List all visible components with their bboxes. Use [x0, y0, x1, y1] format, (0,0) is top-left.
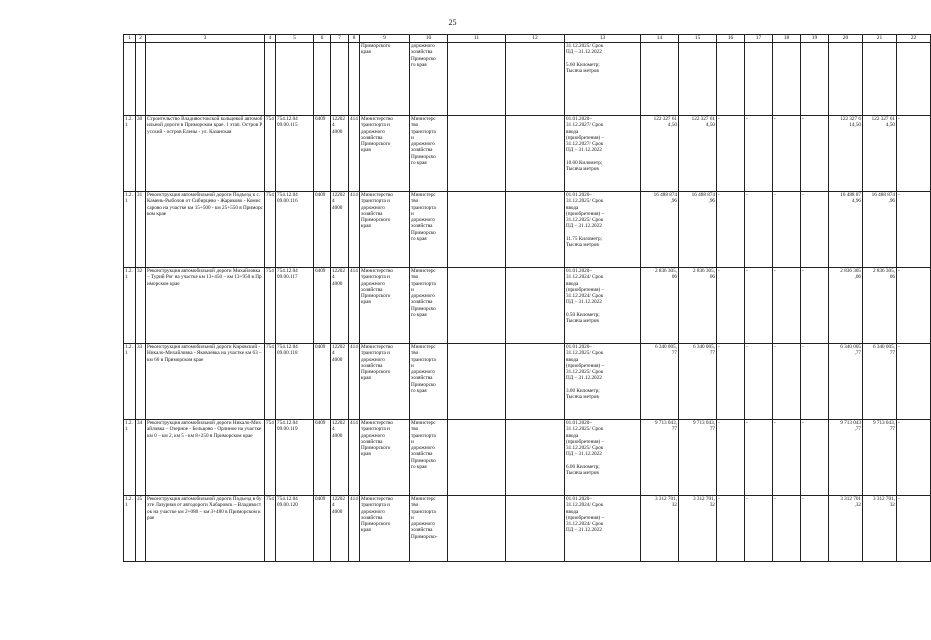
column-header-2: 2 [136, 35, 146, 43]
cell-col-16: - [717, 496, 745, 562]
cell-col-2: 32 [136, 268, 146, 344]
cell-col-9: Министерство транспорта и дорожного хозяйства Приморского края [360, 268, 410, 344]
cell-col-12 [506, 496, 565, 562]
column-header-12: 12 [506, 35, 565, 43]
cell-col-4 [265, 43, 276, 116]
cell-col-4: 754 [265, 192, 276, 268]
column-header-9: 9 [360, 35, 410, 43]
cell-col-7 [331, 43, 349, 116]
cell-col-13: 01.01.2020– 31.12.2025/ Срок ввода (приобретения) – 31.12.2025/ Срок ПД – 31.12.2022 11.75 Километр; Тысяча метров [565, 192, 641, 268]
cell-col-3: Строительство Владивостокской кольцевой автомобильной дороги в Приморском крае. 1 этап. Остров Русский - остров Елены - ул. Казанская [146, 116, 265, 192]
cell-col-16 [717, 43, 745, 116]
cell-col-4: 754 [265, 496, 276, 562]
cell-col-7: 122024 4000 [331, 192, 349, 268]
cell-col-18: - [773, 268, 801, 344]
budget-table [123, 34, 931, 562]
cell-col-22: - [897, 344, 931, 420]
cell-col-15 [679, 43, 717, 116]
table-row [124, 268, 931, 344]
cell-col-20: 122 327 6 14,50 [829, 116, 863, 192]
cell-col-10: Министерс тво транспорта и дорожного хозяйства Приморско го края [410, 420, 448, 496]
cell-col-11 [448, 268, 506, 344]
table-row [124, 116, 931, 192]
cell-col-4: 754 [265, 420, 276, 496]
cell-col-6: 0409 [314, 268, 331, 344]
cell-col-20: 16 488 87 4,96 [829, 192, 863, 268]
column-header-5: 5 [276, 35, 314, 43]
cell-col-12 [506, 268, 565, 344]
cell-col-5: 754.12.04 09.00.120 [276, 496, 314, 562]
cell-col-8: 414 [349, 116, 360, 192]
cell-col-8: 414 [349, 344, 360, 420]
cell-col-11 [448, 496, 506, 562]
cell-col-21: 122 327 61 4,50 [863, 116, 897, 192]
cell-col-8 [349, 43, 360, 116]
cell-col-20: 3 312 701 ,32 [829, 496, 863, 562]
cell-col-7: 122024 4000 [331, 420, 349, 496]
table-row [124, 420, 931, 496]
column-header-22: 22 [897, 35, 931, 43]
cell-col-13: 01.01.2020– 31.12.2024/ Срок ввода (приобретения) – 31.12.2024/ Срок ПД – 31.12.2022 [565, 496, 641, 562]
cell-col-11 [448, 420, 506, 496]
cell-col-18: - [773, 496, 801, 562]
cell-col-11 [448, 192, 506, 268]
cell-col-16: - [717, 116, 745, 192]
cell-col-19: - [801, 116, 829, 192]
column-header-16: 16 [717, 35, 745, 43]
cell-col-17: - [745, 344, 773, 420]
cell-col-1: 1.2.1 [124, 268, 136, 344]
cell-col-15: 2 836 305, 06 [679, 268, 717, 344]
cell-col-21: 3 312 701, 32 [863, 496, 897, 562]
cell-col-17 [745, 43, 773, 116]
cell-col-1: 1.2.1 [124, 192, 136, 268]
column-header-18: 18 [773, 35, 801, 43]
cell-col-14 [641, 43, 679, 116]
cell-col-12 [506, 116, 565, 192]
column-header-1: 1 [124, 35, 136, 43]
cell-col-21: 6 340 005, 77 [863, 344, 897, 420]
cell-col-3: Реконструкция автомобильной дороги Михайловка – Турий Рог на участке км 13+450 – км 13+950 в Приморском крае [146, 268, 265, 344]
cell-col-5: 754.12.04 09.00.119 [276, 420, 314, 496]
cell-col-13: 01.01.2020– 31.12.2025/ Срок ввода (приобретения) – 31.12.2025/ Срок ПД – 31.12.2022 6.00 Километр; Тысяча метров [565, 420, 641, 496]
column-header-21: 21 [863, 35, 897, 43]
cell-col-1: 1.2.1 [124, 116, 136, 192]
cell-col-9: Министерство транспорта и дорожного хозяйства Приморского края [360, 116, 410, 192]
cell-col-10: дорожного хозяйства Приморско го края [410, 43, 448, 116]
cell-col-11 [448, 344, 506, 420]
cell-col-6: 0409 [314, 420, 331, 496]
column-header-6: 6 [314, 35, 331, 43]
table-row [124, 496, 931, 562]
cell-col-14: 16 488 874 ,96 [641, 192, 679, 268]
cell-col-15: 6 340 005, 77 [679, 344, 717, 420]
cell-col-5: 754.12.04 09.00.118 [276, 344, 314, 420]
cell-col-8: 414 [349, 420, 360, 496]
cell-col-16: - [717, 268, 745, 344]
cell-col-17: - [745, 116, 773, 192]
cell-col-17: - [745, 496, 773, 562]
cell-col-13: 01.01.2020– 31.12.2027/ Срок ввода (приобретения) – 31.12.2027/ Срок ПД – 31.12.2022 10.00 Километр; Тысяча метров [565, 116, 641, 192]
cell-col-15: 9 713 043, 77 [679, 420, 717, 496]
column-header-15: 15 [679, 35, 717, 43]
cell-col-13: 31.12.2025/ Срок ПД – 31.12.2022 5.60 Километр; Тысяча метров [565, 43, 641, 116]
cell-col-7: 122024 4000 [331, 268, 349, 344]
cell-col-9: Министерство транспорта и дорожного хозяйства Приморского края [360, 344, 410, 420]
cell-col-16: - [717, 420, 745, 496]
column-header-7: 7 [331, 35, 349, 43]
column-header-4: 4 [265, 35, 276, 43]
cell-col-14: 122 327 61 4,50 [641, 116, 679, 192]
cell-col-6: 0409 [314, 496, 331, 562]
cell-col-8: 414 [349, 268, 360, 344]
cell-col-21: 2 836 305, 06 [863, 268, 897, 344]
cell-col-5: 754.12.04 09.00.117 [276, 268, 314, 344]
cell-col-4: 754 [265, 268, 276, 344]
cell-col-6 [314, 43, 331, 116]
table-body [124, 43, 931, 562]
column-header-11: 11 [448, 35, 506, 43]
cell-col-3: Реконструкция автомобильной дороги Подъезд в бухте Лазурная от автодороги Хабаровск – Владивосток на участке км 2+080 – км 3+480 в Приморском крае [146, 496, 265, 562]
cell-col-1: 1.2.1 [124, 420, 136, 496]
cell-col-20: 9 713 043 ,77 [829, 420, 863, 496]
cell-col-1: 1.2.1 [124, 344, 136, 420]
cell-col-14: 3 312 701, 32 [641, 496, 679, 562]
cell-col-21: 16 488 874 ,96 [863, 192, 897, 268]
cell-col-12 [506, 420, 565, 496]
cell-col-15: 3 312 701, 32 [679, 496, 717, 562]
cell-col-6: 0409 [314, 192, 331, 268]
header-row [124, 35, 931, 43]
cell-col-21: 9 713 043, 77 [863, 420, 897, 496]
cell-col-4: 754 [265, 344, 276, 420]
cell-col-19: - [801, 268, 829, 344]
cell-col-10: Министерс тво транспорта и дорожного хозяйства Приморско- [410, 496, 448, 562]
cell-col-16: - [717, 192, 745, 268]
cell-col-17: - [745, 192, 773, 268]
table-row [124, 344, 931, 420]
column-header-10: 10 [410, 35, 448, 43]
column-header-14: 14 [641, 35, 679, 43]
cell-col-9: Министерство транспорта и дорожного хозяйства Приморского края [360, 192, 410, 268]
cell-col-7: 122024 4000 [331, 344, 349, 420]
cell-col-14: 9 713 043, 77 [641, 420, 679, 496]
cell-col-10: Министерс тво транспорта и дорожного хозяйства Приморско го края [410, 268, 448, 344]
cell-col-2 [136, 43, 146, 116]
cell-col-1: 1.2.1 [124, 496, 136, 562]
column-header-19: 19 [801, 35, 829, 43]
cell-col-15: 16 488 874 ,96 [679, 192, 717, 268]
cell-col-3: Реконструкция автомобильной дороги Подъезд к с. Камень-Рыболов от Сибирцево - Жариково - Комиссарово на участке км 15+500 - км 25+550 в Приморском крае [146, 192, 265, 268]
cell-col-10: Министерс тво транспорта и дорожного хозяйства Приморско го края [410, 344, 448, 420]
cell-col-5 [276, 43, 314, 116]
column-header-13: 13 [565, 35, 641, 43]
cell-col-9: Приморского края [360, 43, 410, 116]
cell-col-18 [773, 43, 801, 116]
cell-col-19 [801, 43, 829, 116]
column-header-8: 8 [349, 35, 360, 43]
cell-col-14: 6 340 005, 77 [641, 344, 679, 420]
cell-col-2: 33 [136, 344, 146, 420]
cell-col-11 [448, 116, 506, 192]
cell-col-17: - [745, 268, 773, 344]
cell-col-22 [897, 43, 931, 116]
cell-col-19: - [801, 192, 829, 268]
cell-col-2: 31 [136, 192, 146, 268]
cell-col-5: 754.12.04 09.00.116 [276, 192, 314, 268]
cell-col-20: 2 836 305 ,06 [829, 268, 863, 344]
cell-col-18: - [773, 116, 801, 192]
cell-col-12 [506, 43, 565, 116]
cell-col-13: 01.01.2020– 31.12.2024/ Срок ввода (приобретения) – 31.12.2024/ Срок ПД – 31.12.2022 0.50 Километр; Тысяча метров [565, 268, 641, 344]
cell-col-2: 35 [136, 496, 146, 562]
cell-col-21 [863, 43, 897, 116]
cell-col-10: Министерс тво транспорта и дорожного хозяйства Приморско го края [410, 192, 448, 268]
cell-col-6: 0409 [314, 344, 331, 420]
cell-col-2: 34 [136, 420, 146, 496]
cell-col-19: - [801, 420, 829, 496]
cell-col-12 [506, 344, 565, 420]
cell-col-10: Министерс тво транспорта и дорожного хозяйства Приморско го края [410, 116, 448, 192]
cell-col-18: - [773, 192, 801, 268]
cell-col-3: Реконструкция автомобильной дороги Никало-Михайловка – Озерное - Бельцово - Орлиное на участке км 0 – км 2, км 5 - км 8+250 в Приморском крае [146, 420, 265, 496]
cell-col-6: 0409 [314, 116, 331, 192]
cell-col-17: - [745, 420, 773, 496]
cell-col-9: Министерство транспорта и дорожного хозяйства Приморского края [360, 496, 410, 562]
cell-col-5: 754.12.04 09.00.115 [276, 116, 314, 192]
cell-col-8: 414 [349, 192, 360, 268]
cell-col-18: - [773, 420, 801, 496]
cell-col-15: 122 327 61 4,50 [679, 116, 717, 192]
cell-col-14: 2 836 305, 06 [641, 268, 679, 344]
cell-col-9: Министерство транспорта и дорожного хозяйства Приморского края [360, 420, 410, 496]
table-row [124, 43, 931, 116]
cell-col-8: 414 [349, 496, 360, 562]
cell-col-4: 754 [265, 116, 276, 192]
cell-col-18: - [773, 344, 801, 420]
column-header-17: 17 [745, 35, 773, 43]
cell-col-22: - [897, 192, 931, 268]
cell-col-11 [448, 43, 506, 116]
cell-col-22: - [897, 116, 931, 192]
cell-col-7: 122024 4000 [331, 116, 349, 192]
table-row [124, 192, 931, 268]
column-header-3: 3 [146, 35, 265, 43]
cell-col-22: - [897, 268, 931, 344]
column-header-20: 20 [829, 35, 863, 43]
cell-col-3: Реконструкция автомобильной дороги Кировский - Никало-Михайловка - Яковлевка на участке км 63 – км 66 в Приморском крае [146, 344, 265, 420]
cell-col-1 [124, 43, 136, 116]
cell-col-12 [506, 192, 565, 268]
cell-col-22: - [897, 420, 931, 496]
cell-col-19: - [801, 344, 829, 420]
cell-col-19: - [801, 496, 829, 562]
cell-col-22: - [897, 496, 931, 562]
cell-col-2: 30 [136, 116, 146, 192]
cell-col-13: 01.01.2020– 31.12.2025/ Срок ввода (приобретения) – 31.12.2025/ Срок ПД – 31.12.2022 3.00 Километр; Тысяча метров [565, 344, 641, 420]
cell-col-16: - [717, 344, 745, 420]
page-number: 25 [448, 18, 457, 27]
cell-col-20 [829, 43, 863, 116]
cell-col-20: 6 340 005 ,77 [829, 344, 863, 420]
cell-col-3 [146, 43, 265, 116]
cell-col-7: 122024 4000 [331, 496, 349, 562]
